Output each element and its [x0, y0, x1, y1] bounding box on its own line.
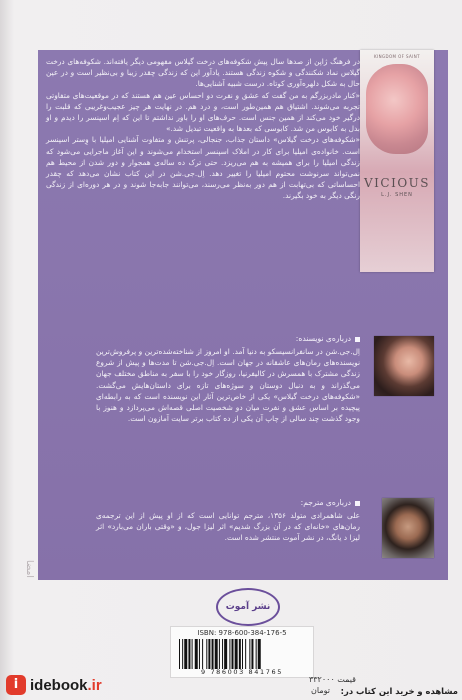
idebook-site-link[interactable] — [30, 677, 102, 694]
cover-title: VICIOUS — [364, 176, 430, 190]
bullet-icon — [355, 337, 360, 342]
author-section — [96, 334, 360, 424]
description-paragraph-3: «شکوفه‌های درخت گیلاس» داستان جذاب، جنجالی، پرتنش و متفاوت آشنایی امیلیا با وِستر اسپنسر است. خانواده‌ی امیلیا برای کار در املاک اسپنسر استخدام می‌شوند و این آغاز ماجرایی می‌شود که زندگی امیلیا را برای همیشه به هم می‌ریزد. حتی ترک ده ساله‌ی همجوار و دور شدن از محیط هم نمی‌تواند سرنوشت محتوم امیلیا را تغییر دهد. اِل.جی.شن در این کتاب نشان می‌دهد که چقدر احساساتی که بی‌تهابت از هم دور به‌نظر می‌رسند، می‌توانند جابه‌جا شوند و در هر دوره‌ای از زندگی رنگی دیگر به خود بگیرند. — [46, 135, 360, 201]
barcode-box — [170, 626, 314, 678]
cover-series-label: KINGDOM OF SAINT — [374, 54, 420, 59]
barcode-digits: 9 786003 841765 — [201, 668, 283, 676]
translator-bio: علی شاهمرادی متولد ۱۳۵۶، مترجم توانایی است که از او پیش از این ترجمه‌ی رمان‌های «خانه‌ای که در آن بزرگ شدیم» اثر لیزا جول، و «وقتی باران می‌بارد» اثر لیزا د یانگ، در نشر آموت منتشر شده است. — [96, 511, 361, 543]
download-prompt: مشاهده و خرید این کتاب در: — [340, 686, 458, 696]
description-block — [46, 56, 360, 202]
author-heading-text: درباره‌ی نویسنده: — [295, 334, 351, 343]
site-tld: .ir — [87, 677, 102, 694]
cover-author: L.J. SHEN — [381, 192, 413, 198]
price-currency: تومان — [311, 686, 330, 695]
barcode-bars — [179, 639, 305, 669]
cover-hand-illustration — [366, 64, 428, 154]
description-paragraph-1: در فرهنگ ژاپن از صدها سال پیش شکوفه‌های درخت گیلاس مفهومی دیگر یافته‌اند. شکوفه‌های درخت گیلاس نماد شکنندگی و شکوه زندگی هستند. یادآور این که زندگی چقدر زیبا و بی‌نظیر است و در عین حال به شکل دلهره‌آوری کوتاه. درست شبیه آشنایی‌ها. — [46, 57, 360, 89]
author-heading — [96, 334, 360, 343]
publisher-logo: نشر آموت — [216, 588, 280, 626]
handwritten-mark: امضا — [24, 560, 34, 578]
site-name: idebook — [30, 677, 88, 694]
translator-portrait — [382, 498, 434, 558]
author-bio: اِل.جی.شن در سانفرانسیسکو به دنیا آمد. او امروز از شناخته‌شده‌ترین و پرفروش‌ترین نویسنده‌های رمان‌های عاشقانه در جهان است. اِل.جی.شن تا مدت‌ها و پیش از شروع زندگی مشترک با همسرش در کالیفرنیا، روزگار خود را با سفر به مناطق مختلف جهان می‌گذراند و به دنبال دوستان و سوژه‌های تازه برای داستان‌هایش می‌گشت. «شکوفه‌های درخت گیلاس» یکی از خاص‌ترین آثار این نویسنده است که به رابطه‌ای پیچیده بر اساس عشق و نفرت میان دو شخصیت اصلی قصه‌اش می‌پردازد و هنوز با وجود گذشت چند سالی از چاپ آن یکی از ده کتاب برتر سایت آمازون است. — [96, 347, 360, 424]
author-portrait — [374, 336, 434, 396]
description-panel — [38, 50, 448, 580]
idebook-logo-icon[interactable]: i — [6, 675, 26, 695]
book-cover-image — [360, 50, 434, 272]
bullet-icon — [355, 501, 360, 506]
translator-section — [96, 498, 360, 544]
translator-heading — [96, 498, 360, 507]
description-paragraph-2: «کنار مادربزرگم به من گفت که عشق و نفرت دو احساس عین هم هستند که در موقعیت‌های متفاوتی تجربه می‌شوند. اشتیاق هم همین‌طور است، و درد هم. در نهایت هر چیز عجیب‌وغریبی که قلبت را درگیر خود می‌کند از همین جنس است. حرف‌های او را باور نداشتم تا این که اِم اسپنسر را دیدم و او بدل به کابوس من شد. کابوسی که بعدها به واقعیت تبدیل شد.» — [46, 90, 360, 134]
translator-heading-text: درباره‌ی مترجم: — [300, 498, 351, 507]
price-label: قیمت ۳۳۲۰۰۰ — [308, 675, 356, 684]
isbn-text: ISBN: 978-600-384-176-5 — [197, 629, 287, 637]
